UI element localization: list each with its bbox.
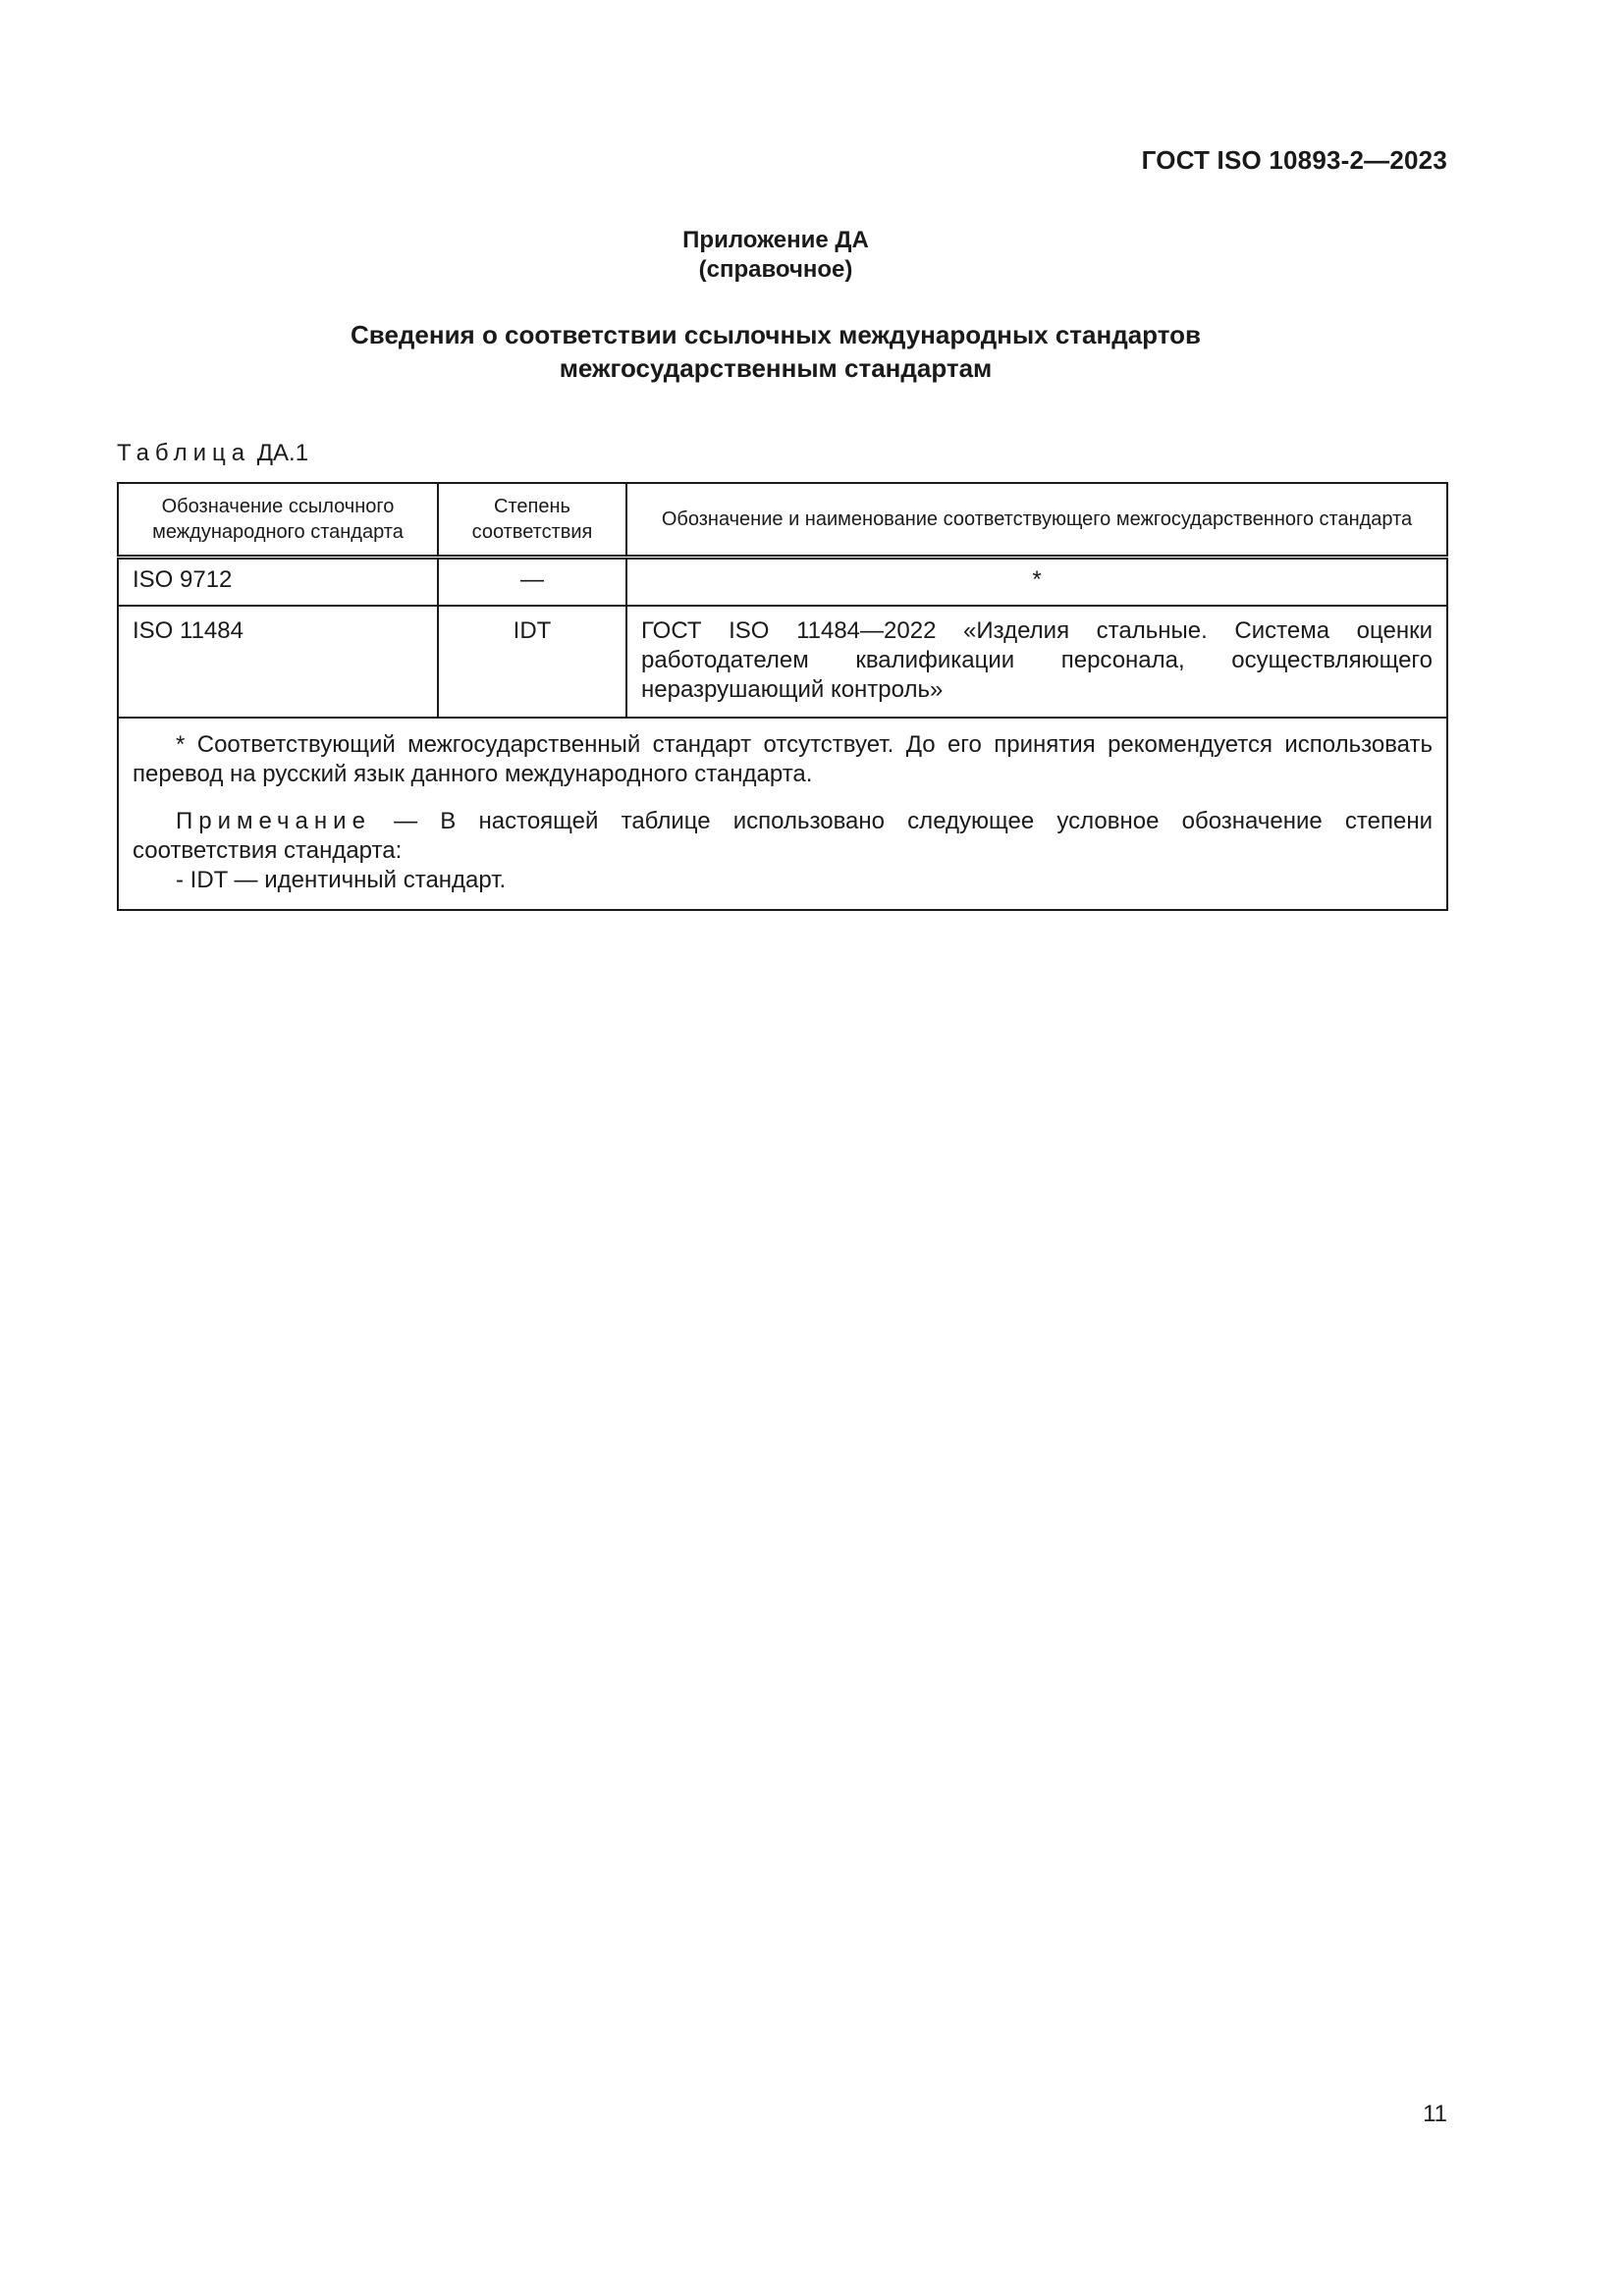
table-caption-number: ДА.1	[256, 440, 309, 466]
note-list-item: - IDT — идентичный стандарт.	[176, 867, 507, 893]
column-header-equivalent: Обозначение и наименование соответствующего межгосударственного стандарта	[626, 483, 1447, 558]
page-number: 11	[1423, 2101, 1447, 2127]
table-footer-row	[118, 718, 1447, 910]
cell-equivalent: *	[626, 558, 1447, 607]
table-footer-cell	[118, 718, 1447, 910]
table-caption-word: Таблица	[117, 440, 251, 466]
table-row	[118, 558, 1447, 607]
annex-title	[0, 318, 1551, 385]
annex-heading	[0, 226, 1551, 285]
annex-title-line2: межгосударственным стандартам	[559, 353, 993, 383]
annex-label: Приложение ДА	[682, 227, 869, 253]
annex-title-line1: Сведения о соответствии ссылочных международных стандартов	[351, 320, 1201, 349]
table-note	[133, 807, 1433, 866]
table-footnote: * Соответствующий межгосударственный стандарт отсутствует. До его принятия рекомендуется использовать перевод на русский язык данного международного стандарта.	[133, 731, 1433, 787]
cell-ref-standard: ISO 9712	[118, 558, 438, 607]
correspondence-table	[117, 482, 1448, 911]
annex-kind: (справочное)	[698, 256, 853, 283]
column-header-degree: Степень соответствия	[438, 483, 626, 558]
cell-equivalent: ГОСТ ISO 11484—2022 «Изделия стальные. Система оценки работодателем квалификации персонала, осуществляющего неразрушающий контроль»	[626, 606, 1447, 718]
table-caption	[117, 440, 308, 467]
column-header-ref-standard: Обозначение ссылочного международного стандарта	[118, 483, 438, 558]
note-label: Примечание	[176, 808, 371, 834]
cell-ref-standard: ISO 11484	[118, 606, 438, 718]
table-row	[118, 606, 1447, 718]
cell-degree: IDT	[438, 606, 626, 718]
document-code: ГОСТ ISO 10893-2—2023	[1141, 145, 1447, 175]
cell-degree: —	[438, 558, 626, 607]
table-header-row	[118, 483, 1447, 558]
note-text: — В настоящей таблице использовано следующее условное обозначение степени соответствия стандарта:	[133, 808, 1433, 864]
